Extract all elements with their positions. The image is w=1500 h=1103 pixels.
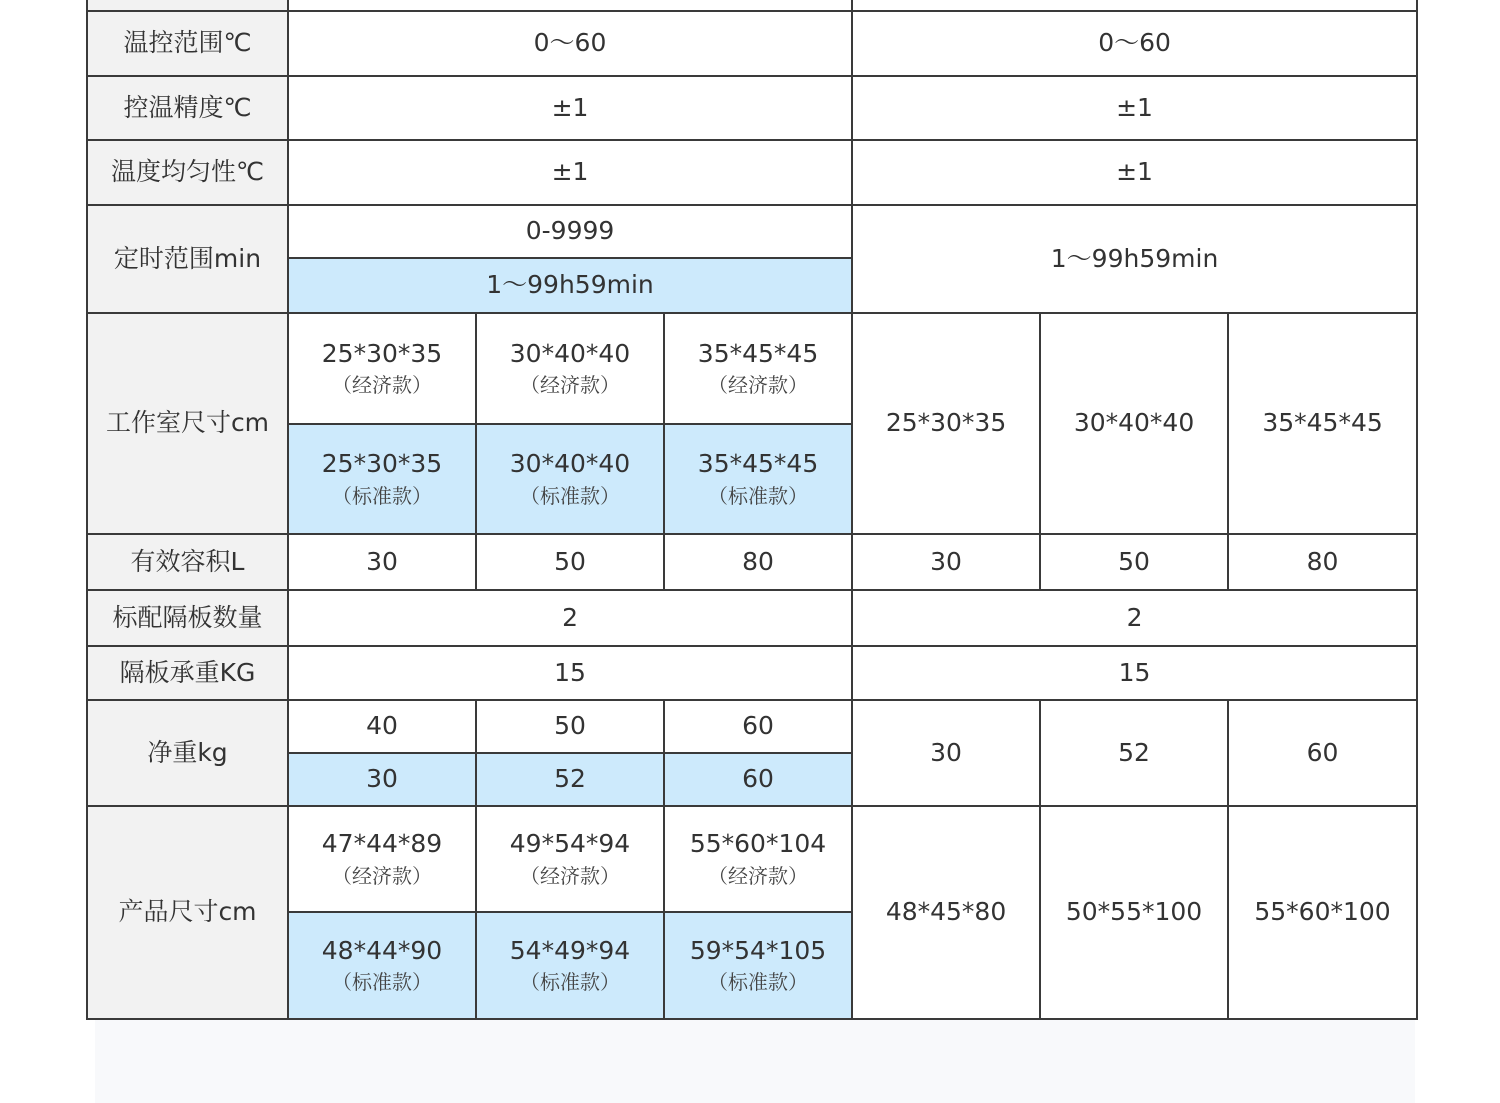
cell-value: 54*49*94 — [509, 935, 631, 965]
cell-value: 59*54*105 — [689, 935, 827, 965]
table-row-shelf-count — [87, 590, 1417, 646]
cell-clipped-left — [288, 0, 852, 11]
cell-shelf-count-right: 2 — [852, 590, 1417, 646]
table-row-temp-range — [87, 11, 1417, 76]
cell-chamber-standard-2 — [476, 424, 664, 534]
cell-chamber-right-3: 35*45*45 — [1228, 313, 1417, 534]
cell-volume-left-2: 50 — [476, 534, 664, 590]
table-row-temp-precision — [87, 76, 1417, 140]
cell-note: （经济款） — [520, 373, 620, 398]
cell-shelf-load-right: 15 — [852, 646, 1417, 700]
row-label-clipped — [87, 0, 288, 11]
cell-chamber-right-2: 30*40*40 — [1040, 313, 1228, 534]
cell-temp-uniformity-right: ±1 — [852, 140, 1417, 205]
table-row-timer-range — [87, 205, 1417, 258]
cell-note: （经济款） — [708, 863, 809, 888]
cell-value: 55*60*104 — [689, 829, 827, 859]
cell-product-right-1: 48*45*80 — [852, 806, 1040, 1019]
cell-note: （标准款） — [520, 483, 620, 508]
cell-note: （标准款） — [708, 970, 809, 995]
cell-volume-left-3: 80 — [664, 534, 852, 590]
cell-weight-right-2: 52 — [1040, 700, 1228, 806]
table-row-net-weight — [87, 700, 1417, 753]
table-row-clipped — [87, 0, 1417, 11]
page-bottom-band — [95, 1018, 1415, 1103]
cell-note: （经济款） — [520, 863, 620, 888]
cell-value: 30*40*40 — [509, 338, 631, 368]
cell-value: 25*30*35 — [321, 338, 443, 368]
cell-temp-precision-right: ±1 — [852, 76, 1417, 140]
cell-chamber-standard-1 — [288, 424, 476, 534]
cell-volume-right-3: 80 — [1228, 534, 1417, 590]
cell-value: 35*45*45 — [697, 449, 819, 479]
row-label-timer-range: 定时范围min — [87, 205, 288, 313]
cell-value: 47*44*89 — [321, 829, 443, 859]
cell-weight-standard-1: 30 — [288, 753, 476, 806]
cell-weight-standard-3: 60 — [664, 753, 852, 806]
cell-shelf-load-left: 15 — [288, 646, 852, 700]
cell-volume-right-2: 50 — [1040, 534, 1228, 590]
table-row-temp-uniformity — [87, 140, 1417, 205]
row-label-temp-precision: 控温精度℃ — [87, 76, 288, 140]
cell-product-standard-2 — [476, 912, 664, 1019]
cell-timer-range-economy: 0-9999 — [288, 205, 852, 258]
cell-value: 35*45*45 — [697, 338, 819, 368]
cell-temp-uniformity-left: ±1 — [288, 140, 852, 205]
cell-volume-right-1: 30 — [852, 534, 1040, 590]
cell-chamber-standard-3 — [664, 424, 852, 534]
cell-shelf-count-left: 2 — [288, 590, 852, 646]
cell-volume-left-1: 30 — [288, 534, 476, 590]
cell-weight-standard-2: 52 — [476, 753, 664, 806]
cell-weight-right-3: 60 — [1228, 700, 1417, 806]
cell-note: （标准款） — [332, 970, 432, 995]
cell-weight-economy-3: 60 — [664, 700, 852, 753]
cell-clipped-right — [852, 0, 1417, 11]
cell-product-economy-2 — [476, 806, 664, 912]
table-row-chamber-size — [87, 313, 1417, 424]
cell-note: （经济款） — [332, 863, 432, 888]
cell-temp-precision-left: ±1 — [288, 76, 852, 140]
cell-temp-range-left: 0～60 — [288, 11, 852, 76]
cell-note: （标准款） — [708, 483, 809, 508]
cell-note: （经济款） — [332, 373, 432, 398]
cell-product-right-3: 55*60*100 — [1228, 806, 1417, 1019]
cell-timer-range-right: 1～99h59min — [852, 205, 1417, 313]
cell-chamber-economy-1 — [288, 313, 476, 424]
row-label-shelf-count: 标配隔板数量 — [87, 590, 288, 646]
table-row-shelf-load — [87, 646, 1417, 700]
cell-weight-economy-1: 40 — [288, 700, 476, 753]
cell-product-right-2: 50*55*100 — [1040, 806, 1228, 1019]
cell-product-standard-1 — [288, 912, 476, 1019]
cell-note: （经济款） — [708, 373, 809, 398]
cell-note: （标准款） — [520, 970, 620, 995]
cell-value: 30*40*40 — [509, 449, 631, 479]
cell-note: （标准款） — [332, 483, 432, 508]
cell-product-economy-1 — [288, 806, 476, 912]
row-label-chamber-size: 工作室尺寸cm — [87, 313, 288, 534]
row-label-temp-uniformity: 温度均匀性℃ — [87, 140, 288, 205]
row-label-volume: 有效容积L — [87, 534, 288, 590]
cell-weight-economy-2: 50 — [476, 700, 664, 753]
cell-weight-right-1: 30 — [852, 700, 1040, 806]
cell-timer-range-standard: 1～99h59min — [288, 258, 852, 313]
cell-product-economy-3 — [664, 806, 852, 912]
row-label-temp-range: 温控范围℃ — [87, 11, 288, 76]
cell-chamber-economy-2 — [476, 313, 664, 424]
cell-value: 49*54*94 — [509, 829, 631, 859]
row-label-product-size: 产品尺寸cm — [87, 806, 288, 1019]
cell-temp-range-right: 0～60 — [852, 11, 1417, 76]
table-row-product-size — [87, 806, 1417, 912]
row-label-net-weight: 净重kg — [87, 700, 288, 806]
cell-chamber-right-1: 25*30*35 — [852, 313, 1040, 534]
row-label-shelf-load: 隔板承重KG — [87, 646, 288, 700]
cell-product-standard-3 — [664, 912, 852, 1019]
table-row-volume — [87, 534, 1417, 590]
cell-value: 25*30*35 — [321, 449, 443, 479]
cell-value: 48*44*90 — [321, 935, 443, 965]
cell-chamber-economy-3 — [664, 313, 852, 424]
spec-table — [86, 0, 1418, 1020]
